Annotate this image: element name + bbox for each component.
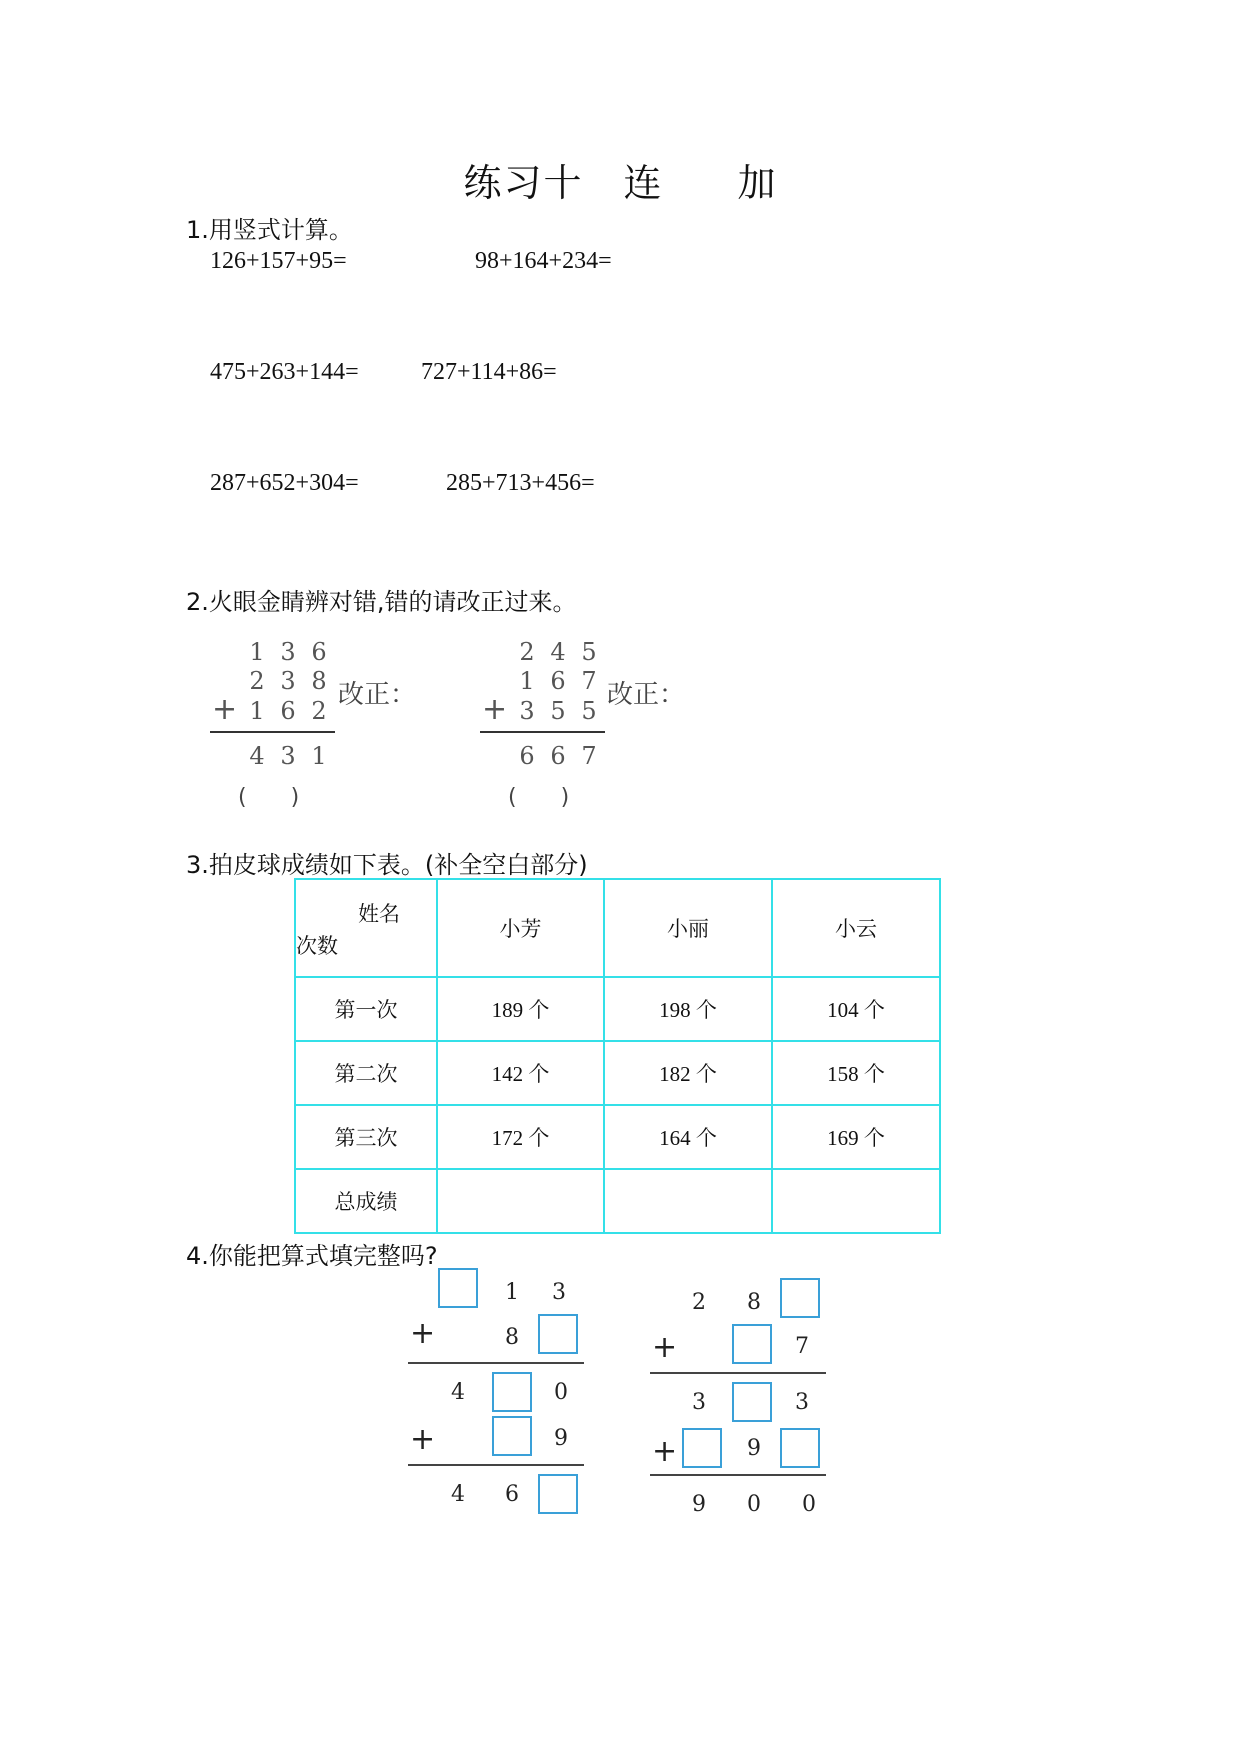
digit: 7	[581, 742, 597, 770]
digit: 7	[581, 667, 597, 695]
digit: 6	[280, 697, 296, 725]
row-label: 第三次	[295, 1105, 437, 1169]
digit: 8	[311, 667, 327, 695]
table-cell: 104 个	[772, 977, 940, 1041]
table-row	[295, 977, 940, 1041]
table-row	[295, 1105, 940, 1169]
answer-paren: ( )	[238, 785, 300, 810]
digit: 2	[692, 1290, 706, 1315]
q3-heading: 3.拍皮球成绩如下表。(补全空白部分)	[186, 851, 588, 879]
digit: 0	[554, 1380, 568, 1405]
answer-box[interactable]	[732, 1324, 772, 1364]
header-name-label: 姓名	[358, 902, 400, 926]
digit: 5	[581, 697, 597, 725]
table-cell: 158 个	[772, 1041, 940, 1105]
digit: 1	[249, 697, 265, 725]
answer-box[interactable]	[780, 1278, 820, 1318]
digit: 9	[747, 1436, 761, 1461]
correction-label: 改正：	[607, 680, 686, 710]
digit: 4	[451, 1482, 465, 1507]
digit: 4	[249, 742, 265, 770]
digit: 5	[581, 638, 597, 666]
digit: 3	[552, 1280, 566, 1305]
q1-heading: 1.用竖式计算。	[186, 216, 353, 244]
table-cell: 182 个	[604, 1041, 772, 1105]
correction-label: 改正：	[338, 680, 417, 710]
row-label: 总成绩	[295, 1169, 437, 1233]
digit: 1	[249, 638, 265, 666]
digit: 5	[550, 697, 566, 725]
digit: 6	[505, 1482, 519, 1507]
score-table	[294, 878, 941, 1234]
column-header: 小丽	[604, 879, 772, 977]
q1-expr-6: 285+713+456=	[446, 470, 595, 496]
plus-sign: +	[212, 692, 238, 727]
title-part3: 加	[737, 161, 778, 205]
sum-line	[408, 1464, 584, 1466]
plus-sign: +	[652, 1434, 678, 1469]
digit: 3	[519, 697, 535, 725]
total-cell-empty[interactable]	[604, 1169, 772, 1233]
digit: 3	[280, 742, 296, 770]
answer-box[interactable]	[438, 1268, 478, 1308]
digit: 3	[795, 1390, 809, 1415]
plus-sign: +	[410, 1422, 436, 1457]
digit: 2	[249, 667, 265, 695]
q1-expr-4: 727+114+86=	[421, 359, 557, 385]
page-title	[0, 152, 1241, 207]
total-cell-empty[interactable]	[772, 1169, 940, 1233]
digit: 1	[505, 1280, 519, 1305]
plus-sign: +	[652, 1330, 678, 1365]
digit: 4	[451, 1380, 465, 1405]
digit: 6	[311, 638, 327, 666]
sum-line	[650, 1372, 826, 1374]
answer-paren: ( )	[508, 785, 570, 810]
row-label: 第一次	[295, 977, 437, 1041]
header-count-label: 次数	[296, 934, 338, 958]
digit: 7	[795, 1334, 809, 1359]
q1-expr-1: 126+157+95=	[210, 248, 347, 274]
answer-box[interactable]	[780, 1428, 820, 1468]
digit: 1	[311, 742, 327, 770]
digit: 6	[519, 742, 535, 770]
answer-box[interactable]	[682, 1428, 722, 1468]
answer-box[interactable]	[732, 1382, 772, 1422]
digit: 8	[747, 1290, 761, 1315]
column-header: 小云	[772, 879, 940, 977]
table-row	[295, 1169, 940, 1233]
digit: 4	[550, 638, 566, 666]
digit: 9	[692, 1492, 706, 1517]
sum-line	[210, 731, 335, 733]
row-label: 第二次	[295, 1041, 437, 1105]
q1-expr-5: 287+652+304=	[210, 470, 359, 496]
plus-sign: +	[410, 1316, 436, 1351]
q2-heading: 2.火眼金睛辨对错,错的请改正过来。	[186, 588, 577, 616]
digit: 6	[550, 742, 566, 770]
digit: 8	[505, 1325, 519, 1350]
q4-heading: 4.你能把算式填完整吗?	[186, 1242, 438, 1270]
table-cell: 198 个	[604, 977, 772, 1041]
digit: 2	[311, 697, 327, 725]
answer-box[interactable]	[492, 1372, 532, 1412]
answer-box[interactable]	[538, 1474, 578, 1514]
answer-box[interactable]	[492, 1416, 532, 1456]
table-cell: 164 个	[604, 1105, 772, 1169]
table-cell: 172 个	[437, 1105, 604, 1169]
q1-expr-2: 98+164+234=	[475, 248, 612, 274]
plus-sign: +	[482, 692, 508, 727]
sum-line	[480, 731, 605, 733]
sum-line	[408, 1362, 584, 1364]
digit: 9	[554, 1426, 568, 1451]
digit: 3	[692, 1390, 706, 1415]
digit: 0	[802, 1492, 816, 1517]
digit: 1	[519, 667, 535, 695]
table-cell: 169 个	[772, 1105, 940, 1169]
digit: 0	[747, 1492, 761, 1517]
table-corner-header	[295, 879, 437, 977]
title-part1: 练习十	[463, 161, 584, 205]
table-cell: 142 个	[437, 1041, 604, 1105]
digit: 2	[519, 638, 535, 666]
table-cell: 189 个	[437, 977, 604, 1041]
q1-expr-3: 475+263+144=	[210, 359, 359, 385]
digit: 3	[280, 638, 296, 666]
title-part2: 连	[623, 161, 664, 205]
sum-line	[650, 1474, 826, 1476]
column-header: 小芳	[437, 879, 604, 977]
digit: 6	[550, 667, 566, 695]
answer-box[interactable]	[538, 1314, 578, 1354]
table-row	[295, 1041, 940, 1105]
digit: 3	[280, 667, 296, 695]
total-cell-empty[interactable]	[437, 1169, 604, 1233]
